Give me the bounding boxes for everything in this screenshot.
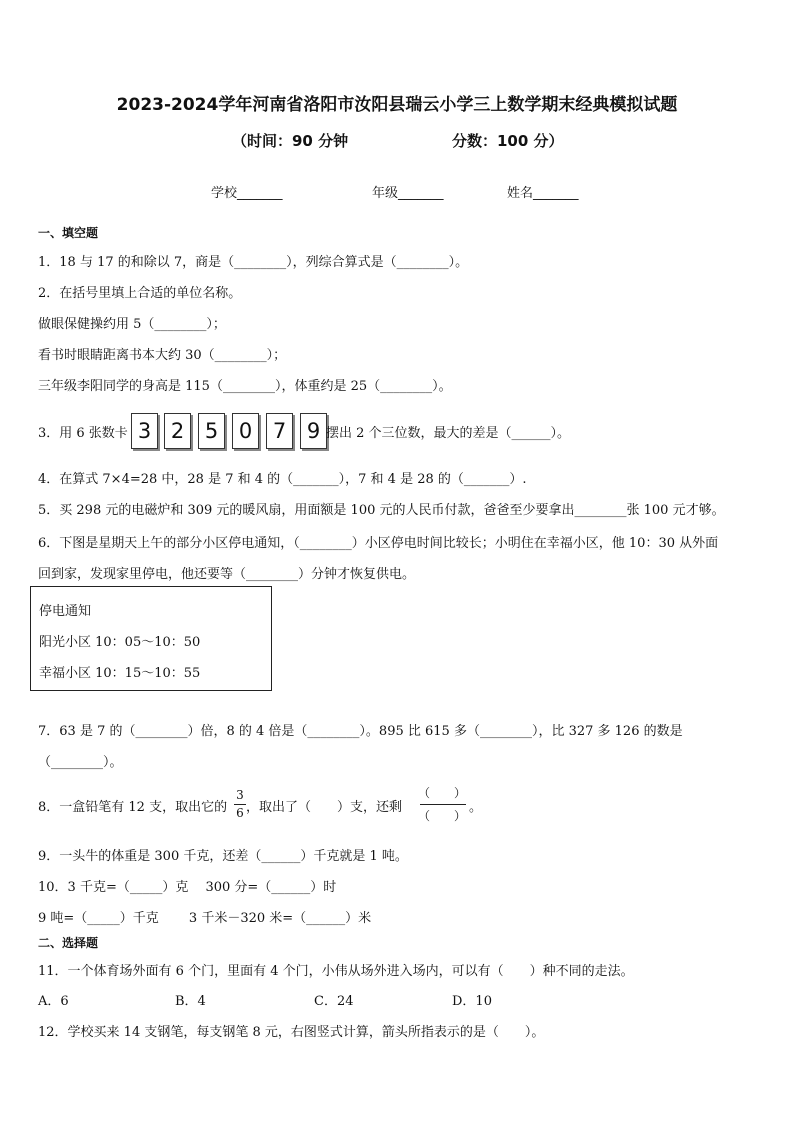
question-11: 11．一个体育场外面有 6 个门，里面有 4 个门，小伟从场外进入场内，可以有（ ）种不同的走法。 — [38, 964, 634, 979]
question-5: 5．买 298 元的电磁炉和 309 元的暖风扇，用面额是 100 元的人民币付款，爸爸至少要拿出________张 100 元才够。 — [38, 503, 725, 518]
question-3-prefix: 3．用 6 张数卡 — [38, 426, 128, 441]
question-10-line1: 10．3 千克=（_____）克 300 分=（______）时 — [38, 880, 337, 895]
notice-line-xingfu: 幸福小区 10：15～10：55 — [39, 666, 201, 681]
question-2b: 看书时眼睛距离书本大约 30（________）； — [38, 348, 287, 363]
section-choice-title: 二、选择题 — [38, 936, 99, 950]
question-12: 12．学校买来 14 支钢笔，每支钢笔 8 元，右图竖式计算，箭头所指表示的是（ ）。 — [38, 1025, 545, 1040]
school-field: 学校_______ — [211, 186, 283, 201]
question-3-suffix: 摆出 2 个三位数，最大的差是（______）。 — [326, 426, 571, 441]
number-card: 7 — [266, 413, 293, 449]
notice-line-yangguang: 阳光小区 10：05～10：50 — [39, 635, 201, 650]
number-card: 0 — [232, 413, 259, 449]
question-8-end: 。 — [469, 800, 483, 815]
power-outage-notice — [30, 586, 272, 691]
question-2a: 做眼保健操约用 5（________）； — [38, 317, 226, 332]
option-c: C．24 — [314, 994, 354, 1009]
fraction-denominator: 6 — [236, 806, 244, 820]
question-7-line1: 7．63 是 7 的（________）倍，8 的 4 倍是（________）。895 比 615 多（________），比 327 多 126 的数是 — [38, 724, 683, 739]
fraction-numerator: 3 — [236, 788, 244, 802]
question-2: 2．在括号里填上合适的单位名称。 — [38, 286, 242, 301]
question-1: 1．18 与 17 的和除以 7，商是（________），列综合算式是（________）。 — [38, 255, 469, 270]
question-7-line2: （________）。 — [38, 755, 123, 770]
question-8-middle: ，取出了（ ）支，还剩 — [246, 800, 403, 815]
exam-score: 分数：100 分） — [452, 132, 564, 150]
question-2c: 三年级李阳同学的身高是 115（________），体重约是 25（________）。 — [38, 379, 452, 394]
fraction-bar — [420, 804, 466, 805]
number-card: 3 — [131, 413, 158, 449]
number-card: 5 — [198, 413, 225, 449]
number-card: 2 — [164, 413, 191, 449]
question-6-line2: 回到家，发现家里停电，他还要等（________）分钟才恢复供电。 — [38, 567, 416, 582]
question-9: 9．一头牛的体重是 300 千克，还差（______）千克就是 1 吨。 — [38, 849, 408, 864]
option-b: B．4 — [175, 994, 206, 1009]
grade-field: 年级_______ — [372, 186, 444, 201]
exam-time: （时间：90 分钟 — [232, 132, 349, 150]
notice-title: 停电通知 — [39, 604, 92, 619]
number-card: 9 — [300, 413, 327, 449]
question-8-prefix: 8．一盒铅笔有 12 支，取出它的 — [38, 800, 228, 815]
option-d: D．10 — [452, 994, 492, 1009]
question-10-line2: 9 吨=（_____）千克 3 千米－320 米=（______）米 — [38, 911, 372, 926]
option-a: A．6 — [38, 994, 69, 1009]
question-6-line1: 6．下图是星期天上午的部分小区停电通知，（________）小区停电时间比较长；小明住在幸福小区，他 10：30 从外面 — [38, 536, 719, 551]
fraction-bar — [234, 804, 246, 805]
exam-title: 2023-2024学年河南省洛阳市汝阳县瑞云小学三上数学期末经典模拟试题 — [116, 95, 678, 115]
blank-numerator: （ ） — [417, 786, 466, 800]
name-field: 姓名_______ — [507, 186, 579, 201]
question-4: 4．在算式 7×4=28 中，28 是 7 和 4 的（_______），7 和 4 是 28 的（_______）. — [38, 472, 527, 487]
section-fill-title: 一、填空题 — [38, 226, 99, 240]
blank-denominator: （ ） — [417, 809, 466, 823]
